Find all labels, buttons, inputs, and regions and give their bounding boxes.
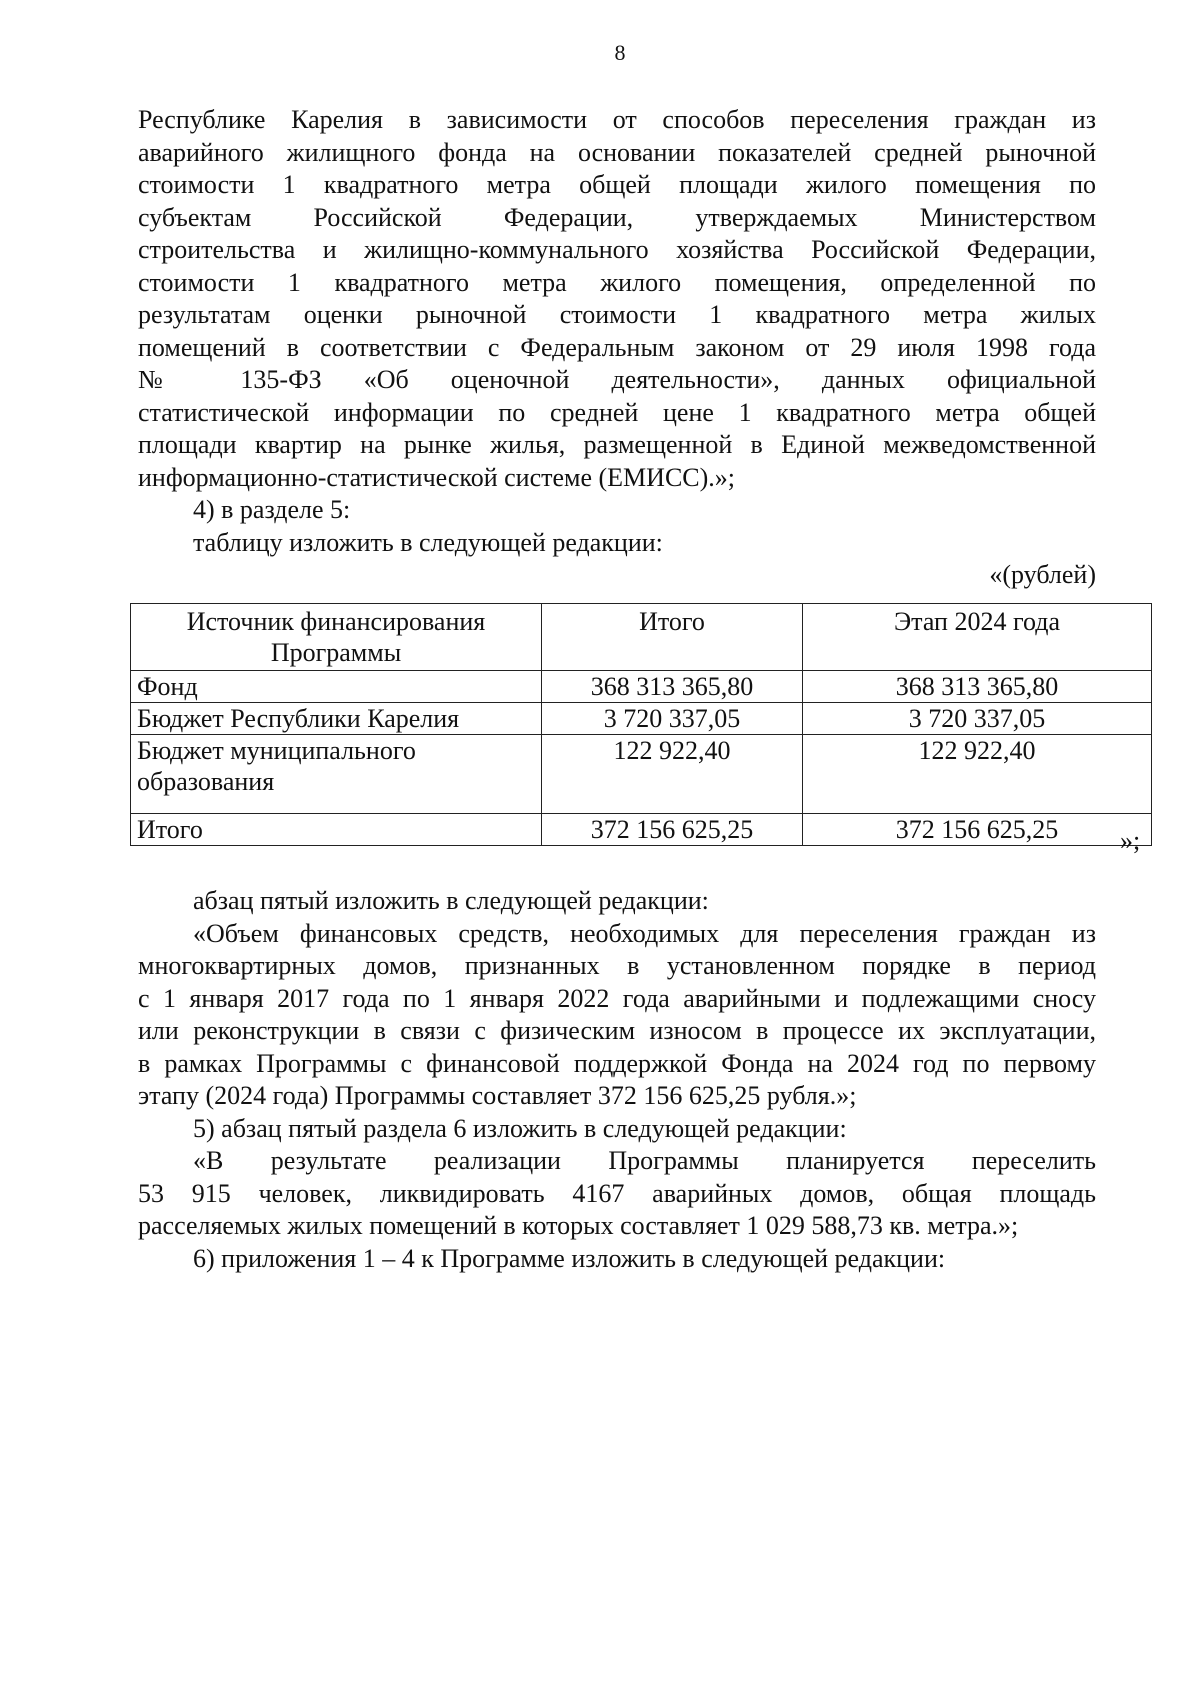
item-6-heading: 6) приложения 1 – 4 к Программе изложить в следующей редакции: bbox=[193, 1243, 946, 1273]
header-total: Итого bbox=[542, 604, 803, 671]
table-row bbox=[131, 735, 1152, 814]
header-stage-2024: Этап 2024 года bbox=[803, 604, 1152, 671]
cell-stage: 3 720 337,05 bbox=[803, 703, 1152, 735]
cell-source: Итого bbox=[131, 814, 542, 846]
body-line: «В результате реализации Программы планируется переселить bbox=[193, 1146, 1096, 1175]
body-line: с 1 января 2017 года по 1 января 2022 года аварийными и подлежащими сносу bbox=[138, 983, 1096, 1013]
body-line: многоквартирных домов, признанных в установленном порядке в период bbox=[138, 951, 1096, 980]
cell-total: 372 156 625,25 bbox=[542, 814, 803, 846]
document-body-bottom bbox=[138, 885, 1096, 1275]
body-line: этапу (2024 года) Программы составляет 372 156 625,25 рубля.»; bbox=[138, 1081, 857, 1110]
para5-intro: абзац пятый изложить в следующей редакции: bbox=[193, 886, 709, 915]
cell-source: Фонд bbox=[131, 671, 542, 703]
cell-source: Бюджет Республики Карелия bbox=[131, 703, 542, 735]
financing-table-container bbox=[130, 603, 1112, 846]
body-line: аварийного жилищного фонда на основании показателей средней рыночной bbox=[138, 137, 1096, 167]
body-line: или реконструкции в связи с физическим износом в процессе их эксплуатации, bbox=[138, 1016, 1096, 1045]
table-closing-quote: »; bbox=[1120, 826, 1141, 855]
body-line: «Объем финансовых средств, необходимых для переселения граждан из bbox=[193, 918, 1096, 948]
body-line: помещений в соответствии с Федеральным законом от 29 июля 1998 года bbox=[138, 332, 1096, 362]
body-line: Республике Карелия в зависимости от способов переселения граждан из bbox=[138, 105, 1096, 134]
cell-stage: 122 922,40 bbox=[803, 735, 1152, 814]
cell-source: Бюджет муниципального образования bbox=[131, 735, 542, 814]
cell-stage: 372 156 625,25 bbox=[803, 814, 1152, 846]
cell-stage: 368 313 365,80 bbox=[803, 671, 1152, 703]
body-line: субъектам Российской Федерации, утверждаемых Министерством bbox=[138, 202, 1096, 232]
table-row bbox=[131, 703, 1152, 735]
body-line: 53 915 человек, ликвидировать 4167 аварийных домов, общая площадь bbox=[138, 1178, 1096, 1208]
body-line: в рамках Программы с финансовой поддержкой Фонда на 2024 год по первому bbox=[138, 1048, 1096, 1078]
cell-total: 122 922,40 bbox=[542, 735, 803, 814]
body-line: площади квартир на рынке жилья, размещенной в Единой межведомственной bbox=[138, 430, 1096, 459]
table-header-row bbox=[131, 604, 1152, 671]
unit-label: «(рублей) bbox=[989, 560, 1096, 589]
document-body-top bbox=[138, 104, 1096, 592]
table-intro: таблицу изложить в следующей редакции: bbox=[193, 527, 663, 557]
body-line: статистической информации по средней цене 1 квадратного метра общей bbox=[138, 397, 1096, 427]
cell-total: 368 313 365,80 bbox=[542, 671, 803, 703]
section-4-heading: 4) в разделе 5: bbox=[193, 495, 351, 524]
table-total-row bbox=[131, 814, 1152, 846]
header-source: Источник финансирования Программы bbox=[131, 604, 542, 671]
page-number: 8 bbox=[614, 40, 626, 65]
body-line: стоимости 1 квадратного метра общей площади жилого помещения по bbox=[138, 170, 1096, 199]
body-line: стоимости 1 квадратного метра жилого помещения, определенной по bbox=[138, 267, 1096, 297]
table-row bbox=[131, 671, 1152, 703]
body-line: строительства и жилищно-коммунального хозяйства Российской Федерации, bbox=[138, 235, 1096, 264]
body-line: информационно-статистической системе (ЕМИСС).»; bbox=[138, 462, 736, 492]
cell-total: 3 720 337,05 bbox=[542, 703, 803, 735]
body-line: № 135-ФЗ «Об оценочной деятельности», данных официальной bbox=[138, 365, 1096, 394]
body-line: результатам оценки рыночной стоимости 1 квадратного метра жилых bbox=[138, 300, 1096, 329]
financing-table bbox=[130, 603, 1152, 846]
body-line: расселяемых жилых помещений в которых составляет 1 029 588,73 кв. метра.»; bbox=[138, 1211, 1019, 1240]
item-5-heading: 5) абзац пятый раздела 6 изложить в следующей редакции: bbox=[193, 1113, 847, 1143]
